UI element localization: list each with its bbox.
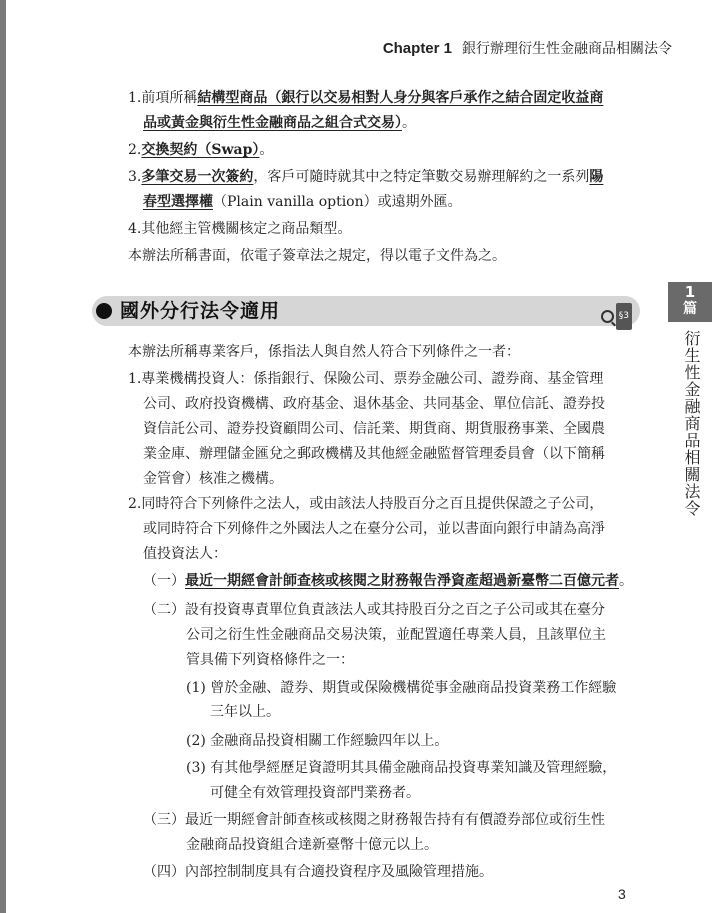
- item-text: ，客戶可隨時就其中之特定筆數交易辦理解約之一系列: [253, 169, 590, 185]
- list-item: [128, 138, 273, 163]
- emphasis-text: 陽: [589, 169, 604, 185]
- list-item-continuation: [143, 111, 416, 136]
- item-text: 內部控制制度具有合適投資程序及風險管理措施。: [185, 864, 493, 880]
- sub-item: [143, 598, 605, 623]
- item-text: 其他經主管機關核定之商品類型。: [141, 221, 352, 237]
- sub-item-number: （二）: [143, 602, 185, 618]
- section-heading-bar: [92, 296, 640, 326]
- point-number: (3): [186, 760, 206, 776]
- item-text: 前項所稱: [141, 90, 198, 106]
- item-number: 1.: [128, 371, 142, 387]
- part-label: 篇: [683, 301, 697, 317]
- list-item-continuation: 業金庫、辦理儲金匯兌之郵政機構及其他經金融監督管理委員會（以下簡稱: [143, 446, 605, 462]
- magnifier-icon: [601, 310, 614, 323]
- emphasis-text: 結構型商品（銀行以交易相對人身分與客戶承作之結合固定收益商: [197, 90, 604, 106]
- point-item-continuation: 可健全有效管理投資部門業務者。: [210, 785, 420, 801]
- list-item-continuation: 資信託公司、證券投資顧問公司、信託業、期貨商、期貨服務事業、全國農: [143, 421, 605, 437]
- item-text: 專業機構投資人：係指銀行、保險公司、票券金融公司、證券商、基金管理: [141, 371, 604, 387]
- sub-item-number: （一）: [143, 573, 185, 589]
- list-item: [128, 217, 351, 242]
- section-ref-badge: §3: [616, 303, 632, 330]
- list-item: [128, 492, 603, 517]
- running-header: [383, 38, 672, 58]
- punct: 。: [259, 142, 274, 158]
- item-text: 設有投資專責單位負責該法人或其持股百分之百之子公司或其在臺分: [185, 602, 605, 618]
- list-item-continuation: [143, 190, 462, 215]
- emphasis-text: 春型選擇權: [143, 194, 213, 210]
- chapter-side-tab: [668, 282, 712, 322]
- item-number: 1.: [128, 90, 142, 106]
- punct: 。: [619, 573, 633, 589]
- list-item: [128, 165, 603, 190]
- emphasis-text: 最近一期經會計師查核或核閱之財務報告淨資產超過新臺幣二百億元者: [185, 573, 619, 589]
- sub-item: [143, 569, 633, 594]
- list-item: [128, 367, 603, 392]
- point-item: [186, 676, 616, 701]
- item-text: 金融商品投資相關工作經驗四年以上。: [210, 733, 449, 749]
- emphasis-text: 品或黃金與衍生性金融商品之組合式交易）: [143, 115, 402, 131]
- item-number: 3.: [128, 169, 142, 185]
- chapter-label: Chapter 1: [382, 40, 452, 57]
- sub-item: [143, 860, 493, 885]
- sub-item-continuation: 公司之衍生性金融商品交易決策，並配置適任專業人員，且該單位主: [186, 627, 606, 643]
- item-text: 最近一期經會計師查核或核閱之財務報告持有有價證券部位或衍生性: [185, 812, 605, 828]
- list-item-continuation: 公司、政府投資機構、政府基金、退休基金、共同基金、單位信託、證券投: [143, 396, 605, 412]
- list-item-continuation: 或同時符合下列條件之外國法人之在臺分公司，並以書面向銀行申請為高淨: [143, 521, 605, 537]
- point-item: [186, 756, 616, 781]
- punct: 。: [402, 115, 416, 131]
- item-text: 有其他學經歷足資證明其具備金融商品投資專業知識及管理經驗，: [210, 760, 617, 776]
- item-number: 2.: [128, 496, 142, 512]
- item-text: 同時符合下列條件之法人，或由該法人持股百分之百且提供保證之子公司，: [141, 496, 604, 512]
- page-number: 3: [618, 886, 626, 902]
- sub-item-continuation: 金融商品投資組合達新臺幣十億元以上。: [186, 837, 438, 853]
- list-item: [128, 86, 603, 111]
- paragraph: 本辦法所稱書面，依電子簽章法之規定，得以電子文件為之。: [128, 248, 506, 264]
- sub-item-number: （三）: [143, 812, 185, 828]
- item-text: 曾於金融、證券、期貨或保險機構從事金融商品投資業務工作經驗: [210, 680, 617, 696]
- chapter-title: 銀行辦理衍生性金融商品相關法令: [462, 41, 672, 57]
- point-item: [186, 729, 448, 754]
- item-text: （Plain vanilla option）或遠期外匯。: [213, 194, 462, 210]
- part-number: 1: [684, 283, 696, 301]
- side-tab-title: 衍生性金融商品相關法令: [682, 330, 701, 517]
- list-item-continuation: 值投資法人：: [143, 546, 227, 562]
- bullet-icon: [96, 303, 112, 319]
- item-number: 4.: [128, 221, 142, 237]
- emphasis-text: 交換契約（Swap）: [141, 142, 260, 158]
- paragraph: 本辦法所稱專業客戶，係指法人與自然人符合下列條件之一者：: [128, 344, 520, 360]
- point-number: (1): [186, 680, 206, 696]
- point-number: (2): [186, 733, 206, 749]
- point-item-continuation: 三年以上。: [210, 704, 280, 720]
- list-item-continuation: 金管會）核准之機構。: [143, 471, 283, 487]
- emphasis-text: 多筆交易一次簽約: [141, 169, 254, 185]
- item-number: 2.: [128, 142, 142, 158]
- sub-item: [143, 808, 605, 833]
- sub-item-continuation: 管具備下列資格條件之一：: [186, 652, 354, 668]
- sub-item-number: （四）: [143, 864, 185, 880]
- section-reference: [601, 303, 632, 330]
- section-title: 國外分行法令適用: [120, 300, 281, 322]
